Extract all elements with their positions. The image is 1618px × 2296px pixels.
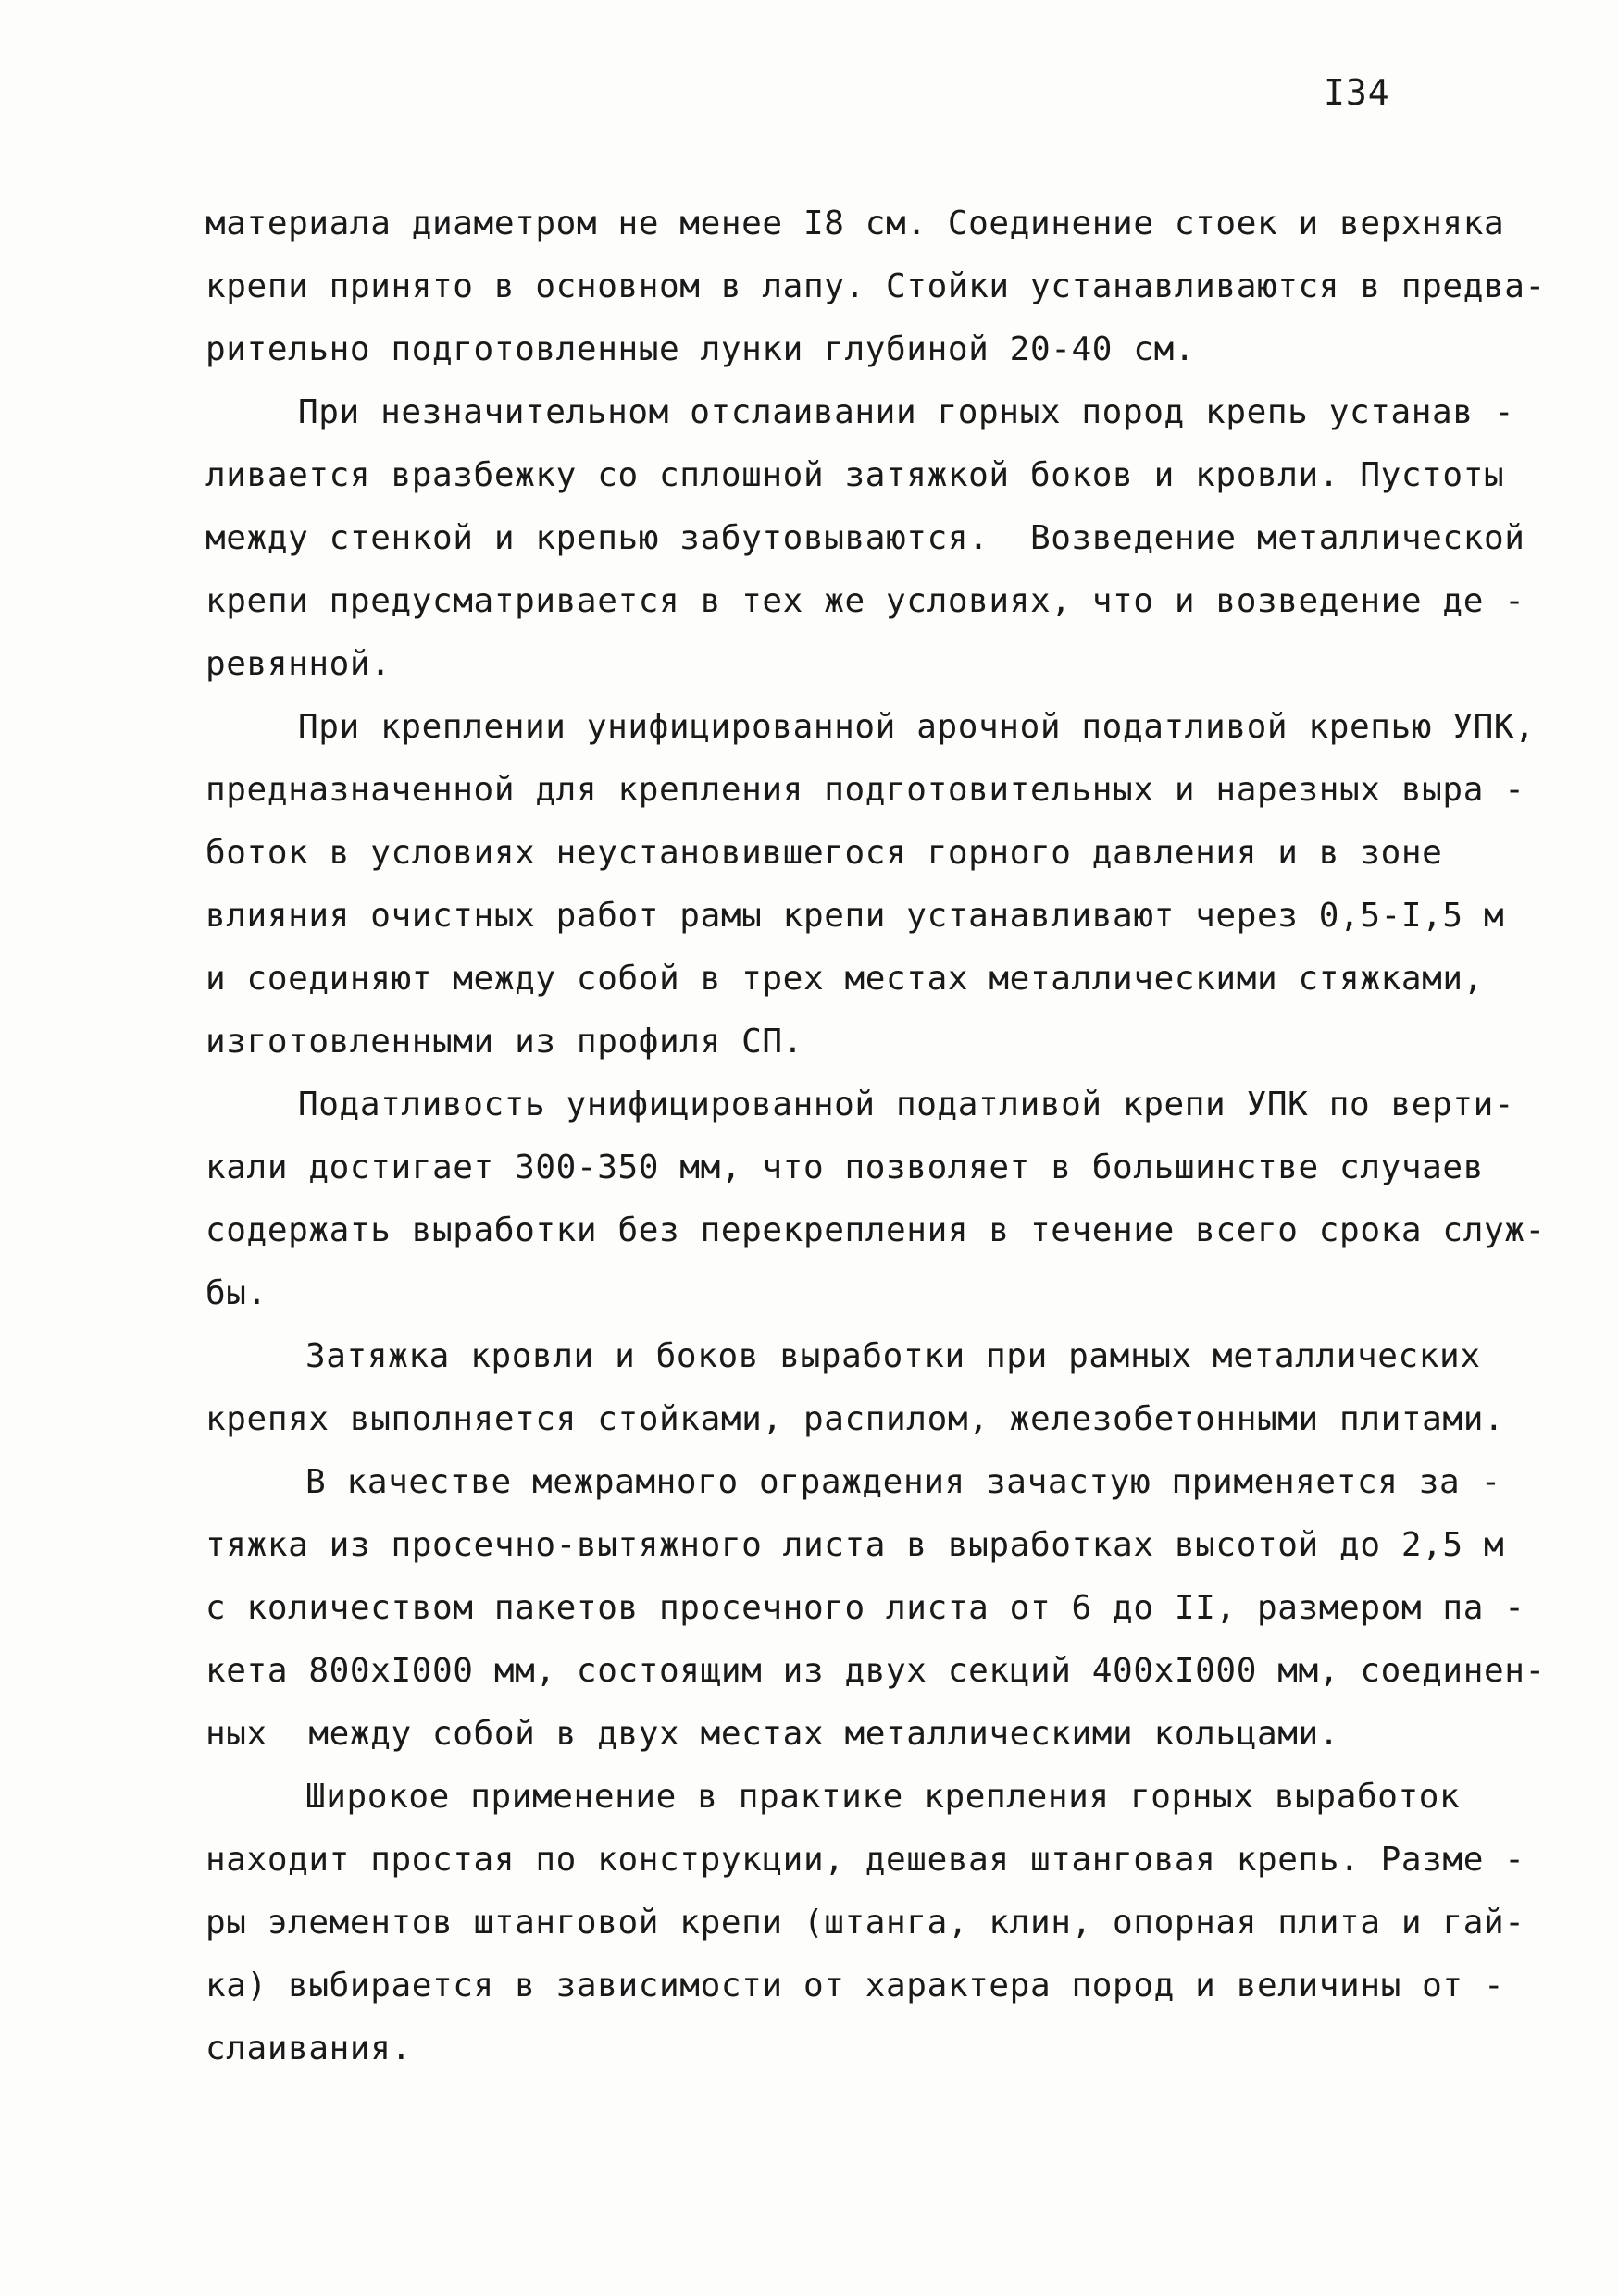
text-line: Податливость унифицированной податливой крепи УПК по верти- bbox=[298, 1086, 1515, 1123]
text-line: Затяжка кровли и боков выработки при рамных металлических bbox=[305, 1337, 1481, 1375]
text-line: боток в условиях неустановившегося горного давления и в зоне bbox=[205, 834, 1443, 872]
text-line: находит простая по конструкции, дешевая штанговая крепь. Разме - bbox=[205, 1841, 1525, 1879]
text-line: между стенкой и крепью забутовываются. Возведение металлической bbox=[205, 519, 1525, 557]
text-line: бы. bbox=[205, 1274, 268, 1312]
text-line: ливается вразбежку со сплошной затяжкой боков и кровли. Пустоты bbox=[205, 456, 1505, 494]
text-line: кета 800хI000 мм, состоящим из двух секций 400хI000 мм, соединен- bbox=[205, 1652, 1546, 1690]
page-number: I34 bbox=[1324, 72, 1390, 113]
text-line: влияния очистных работ рамы крепи устанавливают через 0,5-I,5 м bbox=[205, 897, 1505, 935]
text-line: ревянной. bbox=[205, 645, 392, 683]
text-line: с количеством пакетов просечного листа от 6 до II, размером па - bbox=[205, 1589, 1525, 1627]
text-line: кали достигает 300-350 мм, что позволяет в большинстве случаев bbox=[205, 1148, 1484, 1186]
text-line: рительно подготовленные лунки глубиной 20-40 см. bbox=[205, 330, 1196, 368]
text-line: слаивания. bbox=[205, 2029, 412, 2067]
text-line: крепи принято в основном в лапу. Стойки устанавливаются в предва- bbox=[205, 267, 1546, 305]
text-line: крепи предусматривается в тех же условиях, что и возведение де - bbox=[205, 582, 1525, 620]
text-line: предназначенной для крепления подготовительных и нарезных выра - bbox=[205, 771, 1525, 809]
text-line: материала диаметром не менее I8 см. Соединение стоек и верхняка bbox=[205, 205, 1505, 242]
text-line: содержать выработки без перекрепления в течение всего срока служ- bbox=[205, 1211, 1546, 1249]
text-line: ры элементов штанговой крепи (штанга, клин, опорная плита и гай- bbox=[205, 1904, 1525, 1942]
text-line: изготовленными из профиля СП. bbox=[205, 1023, 803, 1061]
text-line: крепях выполняется стойками, распилом, железобетонными плитами. bbox=[205, 1400, 1505, 1438]
text-line: При креплении унифицированной арочной податливой крепью УПК, bbox=[298, 708, 1536, 746]
text-line: Широкое применение в практике крепления горных выработок bbox=[305, 1778, 1461, 1816]
text-line: ка) выбирается в зависимости от характера пород и величины от - bbox=[205, 1967, 1505, 2004]
text-line: При незначительном отслаивании горных пород крепь устанав - bbox=[298, 393, 1515, 431]
text-line: ных между собой в двух местах металлическими кольцами. bbox=[205, 1715, 1340, 1753]
text-line: и соединяют между собой в трех местах металлическими стяжками, bbox=[205, 960, 1484, 998]
text-line: В качестве межрамного ограждения зачастую применяется за - bbox=[305, 1463, 1501, 1501]
text-line: тяжка из просечно-вытяжного листа в выработках высотой до 2,5 м bbox=[205, 1526, 1505, 1564]
